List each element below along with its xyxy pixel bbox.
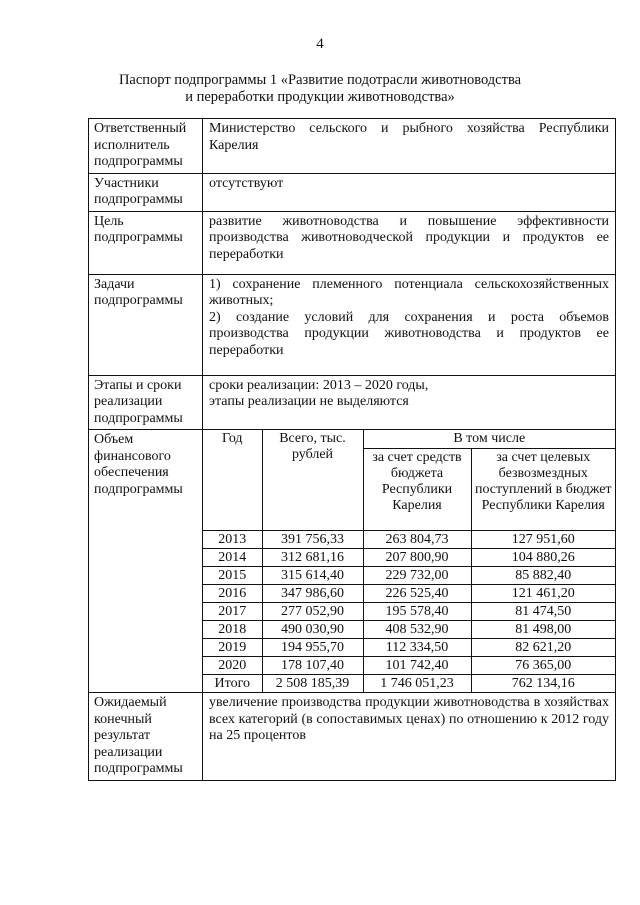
financing-year-row (203, 657, 615, 675)
tasks-row (89, 274, 616, 375)
financing-budget-cell: 207 800,90 (363, 549, 471, 567)
financing-year-row (203, 531, 615, 549)
financing-budget-cell: 263 804,73 (363, 531, 471, 549)
financing-year-row (203, 603, 615, 621)
header-grants: за счет целевых безвозмездных поступлений в бюджет Республики Карелия (471, 449, 615, 531)
participants-row (89, 173, 616, 211)
result-row (89, 693, 616, 781)
financing-budget-cell: 229 732,00 (363, 567, 471, 585)
financing-budget-cell: 101 742,40 (363, 657, 471, 675)
financing-grants-cell: 82 621,20 (471, 639, 615, 657)
header-year: Год (203, 430, 262, 531)
financing-total-cell: 347 986,60 (262, 585, 363, 603)
financing-grants-cell: 104 880,26 (471, 549, 615, 567)
financing-grants-cell: 76 365,00 (471, 657, 615, 675)
financing-year-row (203, 621, 615, 639)
financing-grants-cell: 127 951,60 (471, 531, 615, 549)
goal-row (89, 211, 616, 274)
financing-year-cell: 2014 (203, 549, 262, 567)
financing-total-cell: 312 681,16 (262, 549, 363, 567)
participants-value: отсутствуют (203, 173, 616, 211)
financing-cell (203, 430, 616, 693)
financing-year-row (203, 639, 615, 657)
financing-grants-cell: 81 498,00 (471, 621, 615, 639)
document-title (0, 72, 640, 106)
stages-line-2: этапы реализации не выделяются (209, 394, 409, 409)
header-budget: за счет средств бюджета Республики Карелия (363, 449, 471, 531)
result-value: увеличение производства продукции животноводства в хозяйствах всех категорий (в сопоставимых ценах) по отношению к 2012 году на 25 процентов (203, 693, 616, 781)
goal-label: Цель подпрограммы (89, 211, 203, 274)
financing-total-cell: 178 107,40 (262, 657, 363, 675)
financing-year-cell: 2016 (203, 585, 262, 603)
financing-year-cell: 2019 (203, 639, 262, 657)
financing-year-cell: 2015 (203, 567, 262, 585)
title-line-2: и переработки продукции животноводства» (185, 89, 455, 105)
financing-total-cell: 194 955,70 (262, 639, 363, 657)
executor-row (89, 119, 616, 174)
financing-year-cell: 2020 (203, 657, 262, 675)
financing-header-row-1 (203, 430, 615, 449)
financing-total-cell: 315 614,40 (262, 567, 363, 585)
financing-total-cell: 2 508 185,39 (262, 675, 363, 693)
financing-budget-cell: 408 532,90 (363, 621, 471, 639)
passport-table (88, 118, 616, 781)
executor-label: Ответственный исполнитель подпрограммы (89, 119, 203, 174)
financing-grants-cell: 85 882,40 (471, 567, 615, 585)
task-item-1: 1) сохранение племенного потенциала сельскохозяйственных животных; (209, 276, 609, 308)
tasks-label: Задачи подпрограммы (89, 274, 203, 375)
stages-row (89, 375, 616, 430)
financing-budget-cell: 112 334,50 (363, 639, 471, 657)
financing-grants-cell: 81 474,50 (471, 603, 615, 621)
page-number: 4 (316, 36, 324, 52)
financing-total-row (203, 675, 615, 693)
financing-label: Объем финансового обеспечения подпрограммы (89, 430, 203, 693)
financing-grants-cell: 121 461,20 (471, 585, 615, 603)
header-including: В том числе (363, 430, 615, 449)
task-item-2: 2) создание условий для сохранения и роста объемов производства продукции животноводства и продуктов ее переработки (209, 309, 609, 358)
financing-total-cell: 277 052,90 (262, 603, 363, 621)
stages-line-1: сроки реализации: 2013 – 2020 годы, (209, 377, 429, 393)
financing-year-cell: 2013 (203, 531, 262, 549)
executor-value: Министерство сельского и рыбного хозяйства Республики Карелия (203, 119, 616, 174)
financing-total-cell: 391 756,33 (262, 531, 363, 549)
financing-year-cell: Итого (203, 675, 262, 693)
financing-total-cell: 490 030,90 (262, 621, 363, 639)
stages-label: Этапы и сроки реализации подпрограммы (89, 375, 203, 430)
goal-value: развитие животноводства и повышение эффективности производства животноводческой продукции и продуктов ее переработки (203, 211, 616, 274)
financing-budget-cell: 195 578,40 (363, 603, 471, 621)
financing-grants-cell: 762 134,16 (471, 675, 615, 693)
financing-table (203, 430, 615, 692)
financing-year-cell: 2018 (203, 621, 262, 639)
result-label: Ожидаемый конечный результат реализации подпрограммы (89, 693, 203, 781)
financing-year-row (203, 585, 615, 603)
participants-label: Участники подпрограммы (89, 173, 203, 211)
stages-value (203, 375, 616, 430)
header-total: Всего, тыс. рублей (262, 430, 363, 531)
title-line-1: Паспорт подпрограммы 1 «Развитие подотрасли животноводства (118, 72, 522, 88)
financing-budget-cell: 226 525,40 (363, 585, 471, 603)
financing-year-row (203, 567, 615, 585)
financing-year-row (203, 549, 615, 567)
financing-row (89, 430, 616, 693)
financing-budget-cell: 1 746 051,23 (363, 675, 471, 693)
tasks-value (203, 274, 616, 375)
financing-year-cell: 2017 (203, 603, 262, 621)
